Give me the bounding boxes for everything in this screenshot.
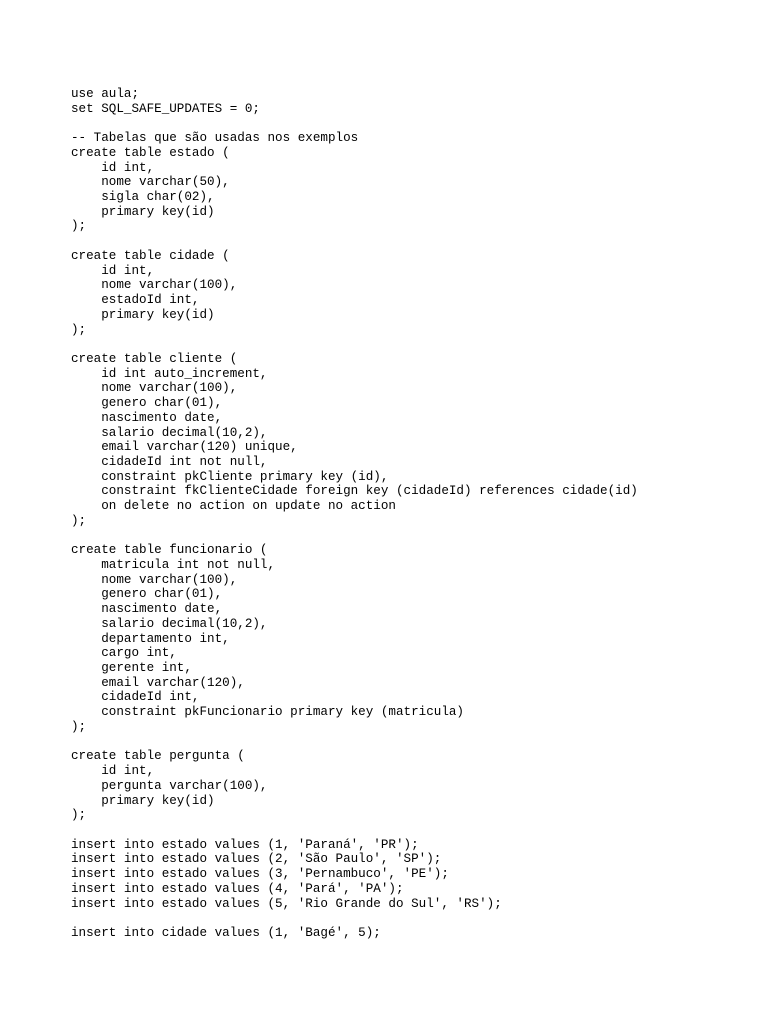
code-line: cidadeId int, [71,690,200,705]
code-line: ); [71,513,87,528]
code-line: create table funcionario ( [71,543,268,558]
code-line: matricula int not null, [71,558,276,572]
code-line [71,529,638,544]
code-line: ); [71,808,87,823]
code-line [71,823,638,838]
code-line: nome varchar(50), [71,175,230,190]
code-line: nascimento date, [71,602,223,617]
code-line: departamento int, [71,631,230,646]
code-line: salario decimal(10,2), [71,425,268,440]
code-line: insert into estado values (3, 'Pernambuco', 'PE'); [71,867,449,882]
code-line: -- Tabelas que são usadas nos exemplos [71,131,359,146]
code-line: insert into estado values (4, 'Pará', 'PA'); [71,881,404,896]
code-line: salario decimal(10,2), [71,616,268,631]
code-line: nome varchar(100), [71,381,238,396]
code-line: insert into estado values (5, 'Rio Grande do Sul', 'RS'); [71,896,502,911]
code-line: primary key(id) [71,793,215,808]
code-line: set SQL_SAFE_UPDATES = 0; [71,101,260,116]
code-line: ); [71,719,87,734]
code-line: cidadeId int not null, [71,454,268,469]
code-line: nome varchar(100), [71,278,238,293]
code-line: nome varchar(100), [71,572,238,587]
code-line: id int, [71,764,155,779]
code-line: id int, [71,160,155,175]
sql-code-block [71,87,638,941]
code-line: estadoId int, [71,293,200,308]
code-line: gerente int, [71,661,192,676]
code-line: sigla char(02), [71,190,215,205]
code-line [71,735,638,750]
code-line: genero char(01), [71,587,223,602]
code-line: on delete no action on update no action [71,499,396,514]
code-line [71,337,638,352]
code-line: primary key(id) [71,204,215,219]
code-line: constraint fkClienteCidade foreign key (cidadeId) references cidade(id) [71,484,638,499]
code-line: ); [71,322,87,337]
code-line: genero char(01), [71,396,223,411]
code-line: create table cidade ( [71,248,230,263]
code-line: id int auto_increment, [71,366,268,381]
code-line: primary key(id) [71,307,215,322]
code-line: cargo int, [71,646,177,661]
code-line: constraint pkFuncionario primary key (matricula) [71,705,464,720]
code-line: email varchar(120) unique, [71,440,298,455]
code-line: create table pergunta ( [71,749,245,764]
code-line [71,116,638,131]
code-line [71,911,638,926]
code-line: insert into estado values (1, 'Paraná', 'PR'); [71,837,419,852]
code-line: email varchar(120), [71,675,245,690]
code-line: nascimento date, [71,410,223,425]
code-line: insert into cidade values (1, 'Bagé', 5); [71,925,381,940]
code-line: create table estado ( [71,145,230,160]
code-line: ); [71,219,87,234]
code-line: create table cliente ( [71,351,238,366]
code-line: insert into estado values (2, 'São Paulo', 'SP'); [71,852,442,867]
code-line: constraint pkCliente primary key (id), [71,469,389,484]
code-line [71,234,638,249]
code-line: use aula; [71,87,140,101]
code-line: pergunta varchar(100), [71,778,268,793]
code-line: id int, [71,263,155,278]
